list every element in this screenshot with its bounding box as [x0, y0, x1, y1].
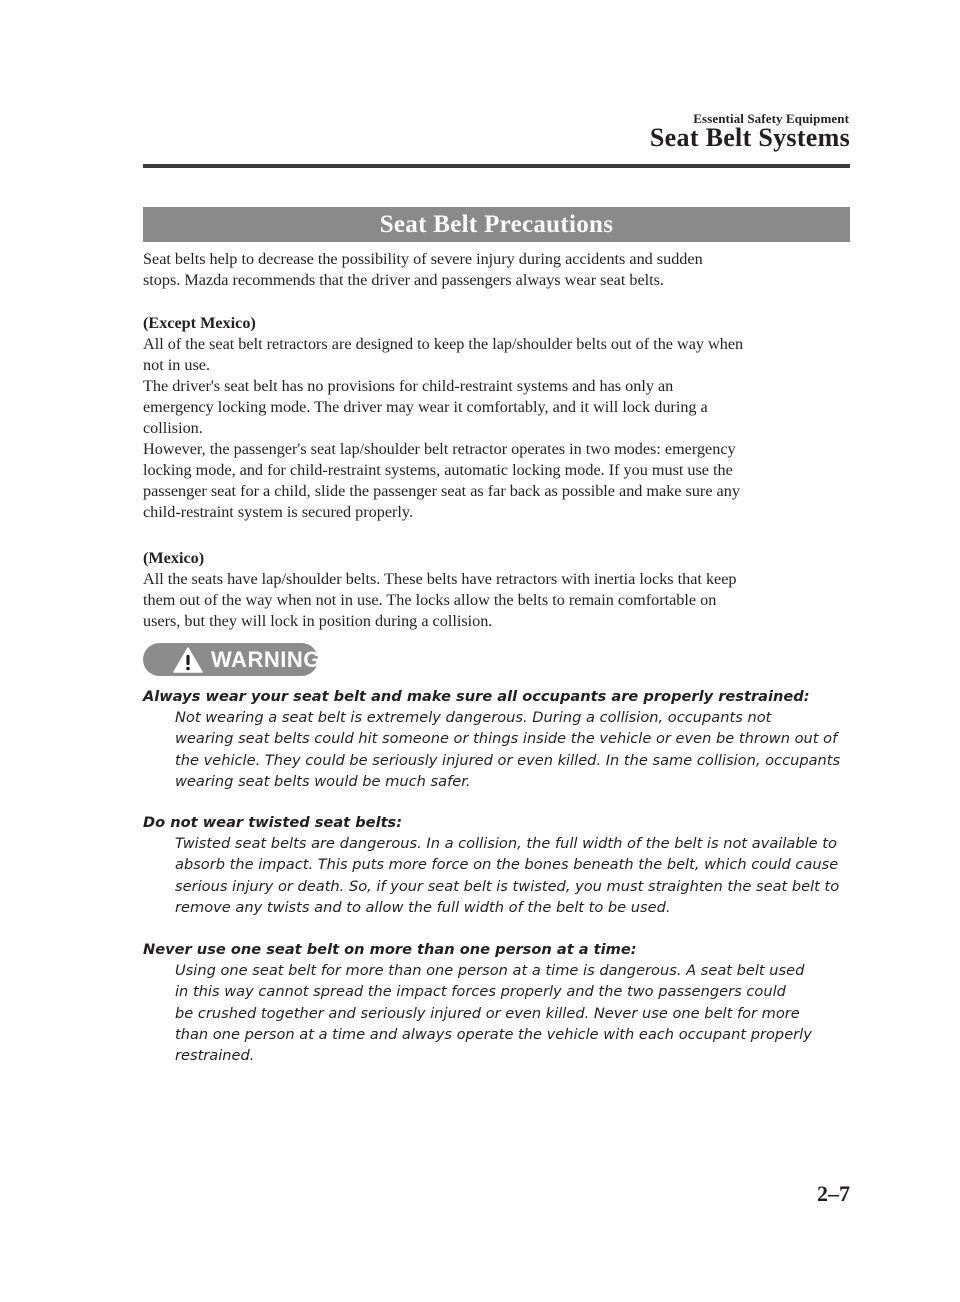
text-line: The driver's seat belt has no provisions for child-restraint systems and has only an — [143, 377, 674, 395]
warning-item-line: be crushed together and seriously injured or even killed. Never use one belt for more — [175, 1004, 800, 1022]
text-line: users, but they will lock in position during a collision. — [143, 612, 493, 630]
warning-triangle-icon — [173, 647, 203, 673]
text-line: All the seats have lap/shoulder belts. These belts have retractors with inertia locks that keep — [143, 570, 737, 588]
text-line: not in use. — [143, 356, 210, 374]
warning-item-line: wearing seat belts could hit someone or things inside the vehicle or even be thrown out of — [175, 730, 838, 748]
text-line: locking mode, and for child-restraint systems, automatic locking mode. If you must use the — [143, 461, 733, 479]
warning-label: WARNING — [211, 646, 321, 672]
chapter-heading: Essential Safety Equipment — [693, 111, 849, 126]
warning-item-line: Using one seat belt for more than one person at a time is dangerous. A seat belt used — [175, 962, 805, 980]
warning-item-line: in this way cannot spread the impact forces properly and the two passengers could — [175, 983, 786, 1001]
mexico-heading: (Mexico) — [143, 549, 205, 567]
warning-item-line: Twisted seat belts are dangerous. In a collision, the full width of the belt is not available to — [175, 835, 837, 853]
text-line: passenger seat for a child, slide the passenger seat as far back as possible and make sure any — [143, 482, 740, 500]
warning-item-heading: Do not wear twisted seat belts: — [143, 814, 403, 831]
warning-item-line: wearing seat belts would be much safer. — [175, 772, 471, 790]
header-divider — [143, 164, 850, 168]
warning-item — [143, 812, 855, 918]
intro-paragraph — [143, 249, 853, 291]
text-line: However, the passenger's seat lap/shoulder belt retractor operates in two modes: emergency — [143, 440, 736, 458]
warning-item-line: remove any twists and to allow the full width of the belt to be used. — [175, 898, 671, 916]
warning-item-heading: Never use one seat belt on more than one person at a time: — [143, 941, 637, 958]
warning-badge — [143, 643, 321, 676]
text-line: All of the seat belt retractors are designed to keep the lap/shoulder belts out of the way when — [143, 335, 744, 353]
text-line: emergency locking mode. The driver may wear it comfortably, and it will lock during a — [143, 398, 708, 416]
title-bar — [143, 207, 850, 242]
warning-item-line: serious injury or death. So, if your seat belt is twisted, you must straighten the seat belt to — [175, 877, 840, 895]
mexico-section — [143, 548, 853, 632]
page-title: Seat Belt Precautions — [379, 210, 614, 238]
text-line: them out of the way when not in use. The locks allow the belts to remain comfortable on — [143, 591, 717, 609]
warning-item-line: restrained. — [175, 1047, 255, 1065]
text-line: collision. — [143, 419, 203, 437]
page-number: 2–7 — [817, 1181, 850, 1206]
text-line: Seat belts help to decrease the possibility of severe injury during accidents and sudden — [143, 250, 703, 268]
warning-item-heading: Always wear your seat belt and make sure all occupants are properly restrained: — [143, 688, 810, 705]
warning-item-line: Not wearing a seat belt is extremely dangerous. During a collision, occupants not — [175, 709, 772, 727]
except-mexico-section — [143, 313, 853, 523]
warning-item — [143, 686, 855, 792]
warning-item — [143, 939, 855, 1066]
warning-item-line: the vehicle. They could be seriously injured or even killed. In the same collision, occupants — [175, 751, 841, 769]
warning-item-line: than one person at a time and always operate the vehicle with each occupant properly — [175, 1025, 812, 1043]
text-line: stops. Mazda recommends that the driver and passengers always wear seat belts. — [143, 271, 664, 289]
section-heading: Seat Belt Systems — [649, 123, 850, 152]
except-mexico-heading: (Except Mexico) — [143, 314, 256, 332]
text-line: child-restraint system is secured properly. — [143, 503, 414, 521]
warning-item-line: absorb the impact. This puts more force on the bones beneath the belt, which could cause — [175, 856, 839, 874]
